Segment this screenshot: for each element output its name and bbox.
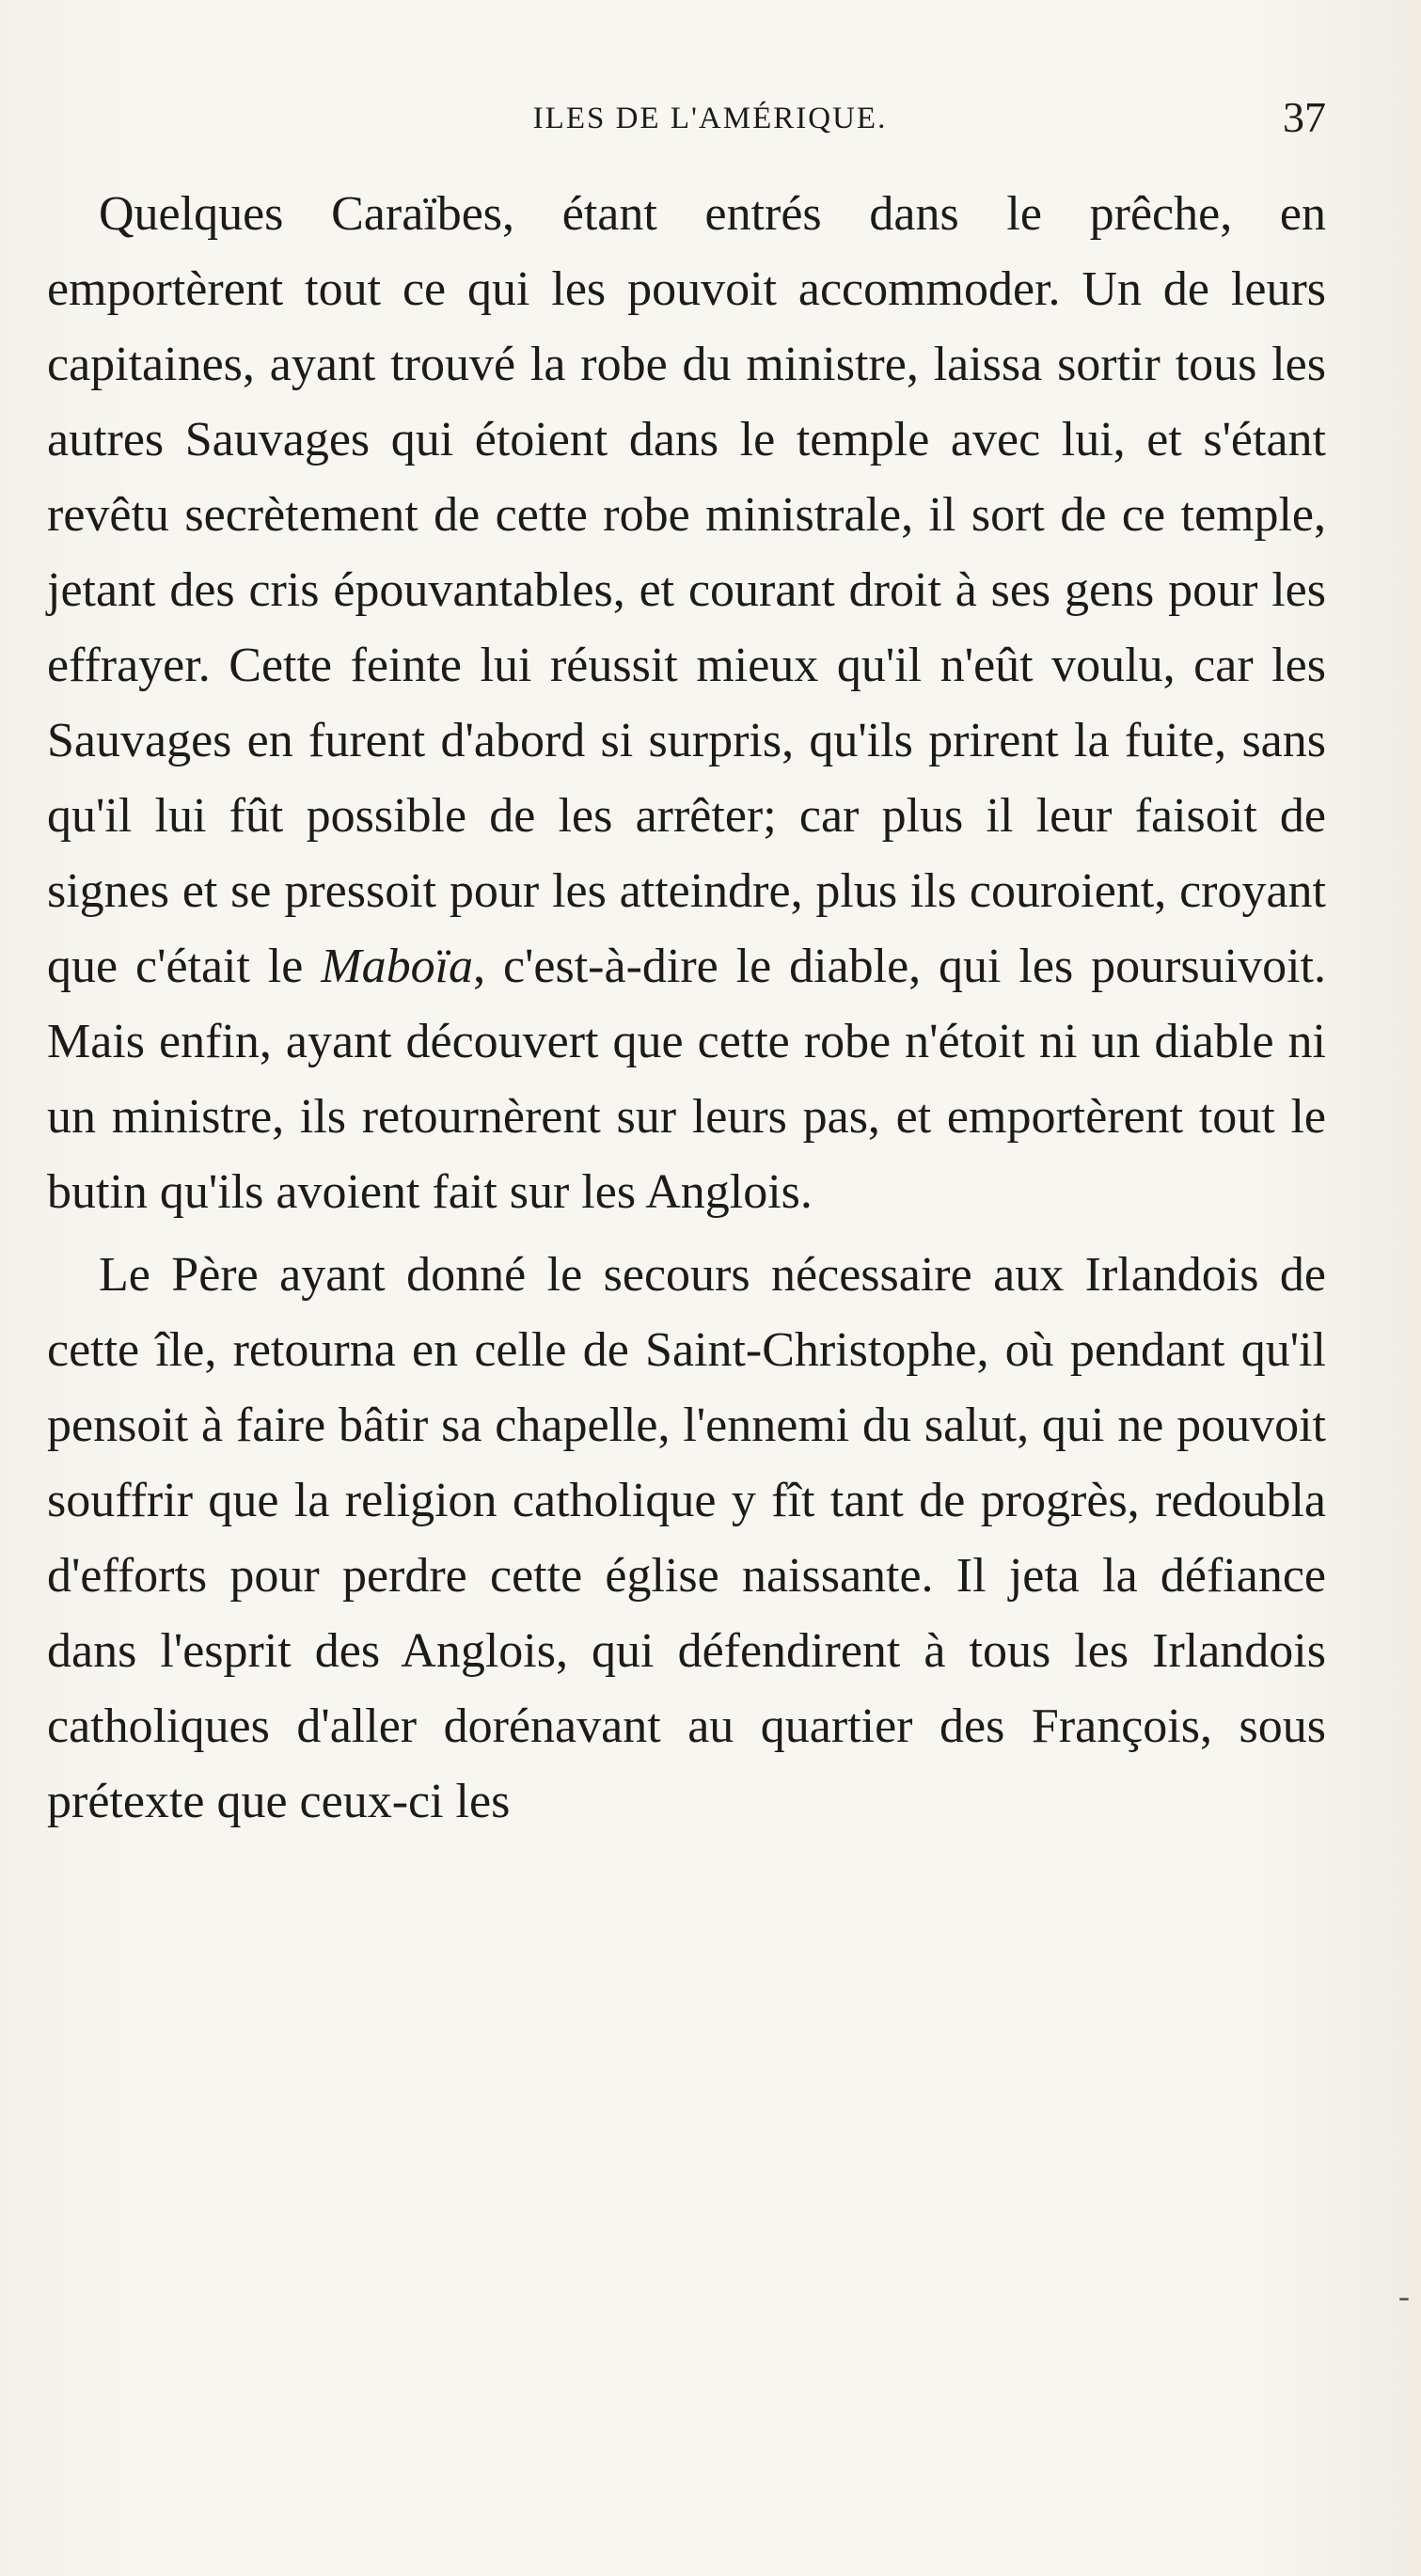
paragraph-2: Le Père ayant donné le secours nécessaire aux Irlandois de cette île, retourna en celle de Saint-Christophe, où pendant qu'il pensoit à faire bâtir sa chapelle, l'ennemi du salut, qui ne pouvoit souffrir que la religion catholique y fît tant de progrès, redoubla d'efforts pour perdre cette église naissante. Il jeta la défiance dans l'esprit des Anglois, qui défendirent à tous les Irlandois catholiques d'aller dorénavant au quartier des François, sous prétexte que ceux-ci les [47, 1248, 1326, 1828]
page-number: 37 [1283, 93, 1326, 141]
margin-mark: - [1398, 2277, 1410, 2315]
paragraph-1-text-end: , c'est-à-dire le diable, qui les poursuivoit. Mais enfin, ayant découvert que cette robe n'étoit ni un diable ni un ministre, ils retournèrent sur leurs pas, et emportèrent tout le butin qu'ils avoient fait sur les Anglois. [47, 940, 1326, 1219]
body-text [47, 177, 1326, 1840]
paragraph-1-text-start: Quelques Caraïbes, étant entrés dans le prêche, en emportèrent tout ce qui les pouvoit accommoder. Un de leurs capitaines, ayant trouvé la robe du ministre, laissa sortir tous les autres Sauvages qui étoient dans le temple avec lui, et s'étant revêtu secrètement de cette robe ministrale, il sort de ce temple, jetant des cris épouvantables, et courant droit à ses gens pour les effrayer. Cette feinte lui réussit mieux qu'il n'eût voulu, car les Sauvages en furent d'abord si surpris, qu'ils prirent la fuite, sans qu'il lui fût possible de les arrêter; car plus il leur faisoit de signes et se pressoit pour les atteindre, plus ils couroient, croyant que c'était le [47, 187, 1326, 993]
running-head [94, 92, 1326, 158]
running-title: ILES DE L'AMÉRIQUE. [532, 102, 888, 135]
paragraph-1 [47, 177, 1326, 1230]
italic-term-maboia: Maboïa [321, 940, 474, 993]
